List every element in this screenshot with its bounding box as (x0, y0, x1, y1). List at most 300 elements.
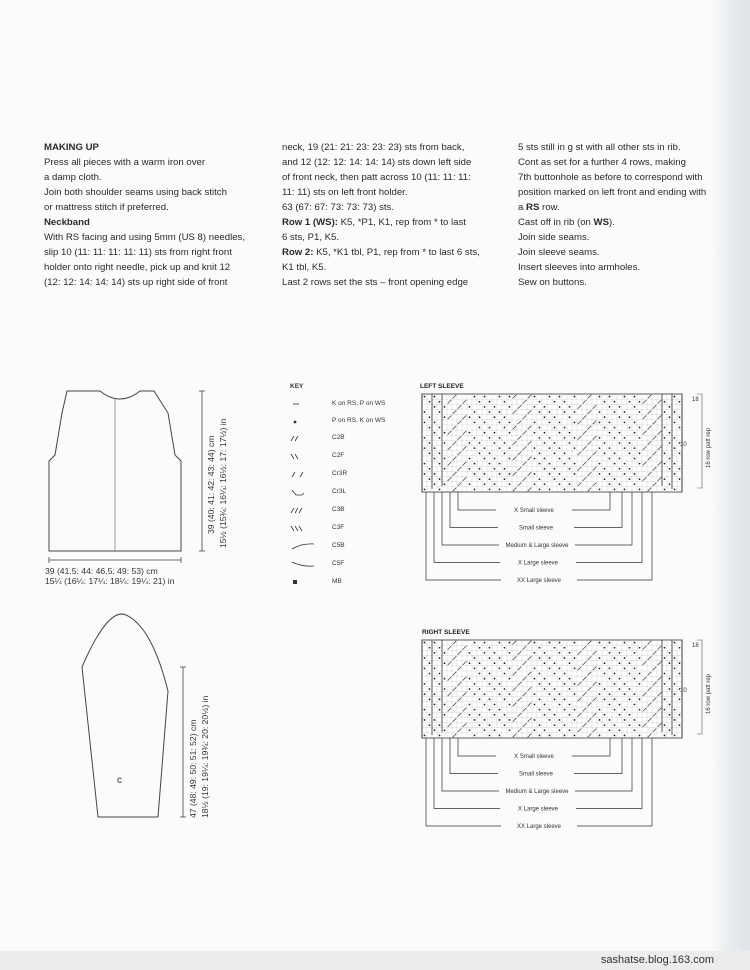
purl-stitch (604, 662, 606, 664)
key-label: C2B (332, 434, 345, 441)
key-label: C5F (332, 560, 345, 567)
purl-stitch (604, 688, 606, 690)
purl-stitch (424, 421, 426, 423)
purl-stitch (679, 452, 681, 454)
purl-stitch (629, 452, 631, 454)
purl-stitch (629, 724, 631, 726)
purl-stitch (604, 401, 606, 403)
text-line: Last 2 rows set the sts – front opening edge (282, 277, 469, 288)
purl-stitch (639, 673, 641, 675)
purl-stitch (439, 411, 441, 413)
purl-stitch (564, 478, 566, 480)
purl-stitch (549, 719, 551, 721)
purl-stitch (574, 735, 576, 737)
purl-stitch (494, 652, 496, 654)
purl-stitch (614, 489, 616, 491)
text-line: and 12 (12: 12: 14: 14: 14) sts down left side (282, 157, 472, 168)
key-item (290, 416, 410, 430)
purl-stitch (444, 729, 446, 731)
purl-stitch (474, 463, 476, 465)
purl-stitch (479, 662, 481, 664)
purl-stitch (624, 396, 626, 398)
purl-stitch (599, 411, 601, 413)
finishing-column (518, 140, 730, 290)
making-up-heading: MAKING UP (44, 142, 99, 153)
text-line: K1 tbl, K5. (282, 262, 327, 273)
purl-stitch (569, 458, 571, 460)
purl-stitch (569, 652, 571, 654)
text-line: neck, 19 (21: 21: 23: 23: 23) sts from back, (282, 142, 465, 153)
purl-stitch (509, 432, 511, 434)
chart-row-10: 10 (680, 688, 687, 694)
purl-stitch (639, 683, 641, 685)
purl-stitch (439, 489, 441, 491)
rep-label: 16 row patt rep (706, 673, 712, 714)
rs-row-line (518, 200, 730, 215)
purl-stitch (484, 473, 486, 475)
purl-stitch (424, 709, 426, 711)
purl-stitch (479, 427, 481, 429)
purl-stitch (564, 683, 566, 685)
purl-stitch (474, 683, 476, 685)
purl-stitch (564, 401, 566, 403)
purl-stitch (489, 657, 491, 659)
purl-stitch (444, 442, 446, 444)
purl-stitch (534, 458, 536, 460)
purl-stitch (574, 473, 576, 475)
purl-stitch (439, 735, 441, 737)
purl-stitch (434, 693, 436, 695)
purl-stitch (479, 478, 481, 480)
cr3l-symbol-icon (290, 487, 320, 497)
key-item (290, 559, 410, 573)
purl-stitch (564, 709, 566, 711)
purl-stitch (474, 667, 476, 669)
purl-stitch (679, 673, 681, 675)
purl-stitch (549, 421, 551, 423)
purl-stitch (484, 432, 486, 434)
purl-stitch (434, 719, 436, 721)
purl-stitch (609, 693, 611, 695)
purl-stitch (424, 411, 426, 413)
purl-stitch (634, 473, 636, 475)
purl-stitch (559, 432, 561, 434)
purl-stitch (679, 647, 681, 649)
purl-stitch (674, 667, 676, 669)
purl-stitch (599, 447, 601, 449)
c5f-symbol-icon (290, 559, 320, 569)
body-length-cm: 39 (40: 41: 42: 43: 44) cm (206, 435, 216, 534)
purl-stitch (629, 647, 631, 649)
purl-stitch (434, 458, 436, 460)
purl-stitch (479, 647, 481, 649)
purl-stitch (669, 442, 671, 444)
left-sleeve-title: LEFT SLEEVE (420, 383, 464, 390)
purl-stitch (539, 452, 541, 454)
purl-stitch (544, 729, 546, 731)
purl-stitch (444, 678, 446, 680)
text-line: 6 sts, P1, K5. (282, 232, 340, 243)
purl-stitch (544, 704, 546, 706)
purl-stitch (559, 421, 561, 423)
purl-stitch (574, 447, 576, 449)
purl-stitch (479, 468, 481, 470)
neckband-column (282, 140, 510, 290)
purl-stitch (564, 427, 566, 429)
purl-stitch (539, 427, 541, 429)
purl-stitch (574, 396, 576, 398)
purl-stitch (494, 483, 496, 485)
purl-stitch (424, 473, 426, 475)
purl-stitch (609, 432, 611, 434)
c2f-symbol-icon (290, 451, 320, 461)
purl-stitch (574, 437, 576, 439)
purl-stitch (674, 447, 676, 449)
purl-stitch (434, 396, 436, 398)
purl-stitch (544, 406, 546, 408)
purl-stitch (439, 657, 441, 659)
purl-stitch (614, 411, 616, 413)
purl-stitch (469, 704, 471, 706)
purl-stitch (429, 468, 431, 470)
purl-stitch (619, 704, 621, 706)
purl-stitch (569, 483, 571, 485)
purl-stitch (544, 483, 546, 485)
purl-stitch (554, 714, 556, 716)
key-label: P on RS, K on WS (332, 417, 386, 424)
purl-stitch (539, 673, 541, 675)
purl-stitch (599, 421, 601, 423)
purl-stitch (614, 698, 616, 700)
purl-stitch (534, 729, 536, 731)
purl-stitch (504, 401, 506, 403)
size-label: Medium & Large sleeve (505, 789, 569, 795)
purl-stitch (619, 714, 621, 716)
purl-stitch (444, 688, 446, 690)
text-line: a damp cloth. (44, 172, 102, 183)
purl-stitch (554, 724, 556, 726)
purl-stitch (574, 657, 576, 659)
purl-stitch (574, 411, 576, 413)
purl-stitch (499, 642, 501, 644)
purl-stitch (599, 735, 601, 737)
purl-stitch (424, 719, 426, 721)
purl-stitch (559, 652, 561, 654)
purl-stitch (574, 693, 576, 695)
purl-stitch (484, 458, 486, 460)
text-line: 5 sts still in g st with all other sts in rib. (518, 142, 681, 153)
purl-stitch (639, 463, 641, 465)
purl-stitch (624, 735, 626, 737)
purl-stitch (639, 411, 641, 413)
purl-stitch (429, 698, 431, 700)
purl-stitch (634, 693, 636, 695)
purl-stitch (614, 401, 616, 403)
key-label: Cr3L (332, 488, 347, 495)
purl-stitch (604, 714, 606, 716)
purl-stitch (544, 432, 546, 434)
text-line: 11: 11) sts on left front holder. (282, 187, 408, 198)
purl-stitch (549, 642, 551, 644)
key-item (290, 399, 410, 413)
purl-stitch (609, 447, 611, 449)
purl-stitch (609, 667, 611, 669)
purl-stitch (569, 416, 571, 418)
purl-stitch (629, 698, 631, 700)
text-line: 63 (67: 67: 73: 73: 73) sts. (282, 202, 394, 213)
purl-stitch (559, 396, 561, 398)
purl-stitch (444, 714, 446, 716)
purl-stitch (549, 396, 551, 398)
purl-stitch (499, 396, 501, 398)
text-line: Insert sleeves into armholes. (518, 262, 641, 273)
purl-stitch (534, 483, 536, 485)
purl-stitch (469, 468, 471, 470)
purl-stitch (484, 729, 486, 731)
purl-stitch (664, 489, 666, 491)
purl-stitch (544, 468, 546, 470)
key-item (290, 487, 410, 501)
purl-stitch (619, 729, 621, 731)
purl-stitch (599, 396, 601, 398)
purl-stitch (439, 427, 441, 429)
purl-stitch (504, 478, 506, 480)
purl-stitch (504, 452, 506, 454)
purl-stitch (619, 442, 621, 444)
purl-stitch (669, 678, 671, 680)
purl-stitch (574, 489, 576, 491)
purl-stitch (559, 719, 561, 721)
purl-stitch (469, 416, 471, 418)
purl-stitch (554, 478, 556, 480)
purl-stitch (619, 483, 621, 485)
sleeve-length-cm: 47 (48: 49: 50: 51: 52) cm (188, 719, 198, 818)
purl-stitch (634, 483, 636, 485)
purl-stitch (504, 688, 506, 690)
key-label: C2F (332, 452, 345, 459)
purl-stitch (674, 489, 676, 491)
purl-stitch (469, 678, 471, 680)
purl-stitch (599, 667, 601, 669)
purl-stitch (504, 724, 506, 726)
purl-stitch (499, 447, 501, 449)
purl-stitch (629, 468, 631, 470)
row1-line (282, 215, 510, 230)
purl-stitch (554, 662, 556, 664)
purl-stitch (479, 724, 481, 726)
purl-stitch (639, 427, 641, 429)
key-label: K on RS, P on WS (332, 400, 386, 407)
purl-stitch (564, 489, 566, 491)
purl-stitch (639, 489, 641, 491)
purl-stitch (639, 478, 641, 480)
purl-stitch (634, 652, 636, 654)
purl-stitch (674, 421, 676, 423)
c3f-symbol-icon (290, 523, 320, 533)
purl-stitch (469, 406, 471, 408)
purl-stitch (434, 642, 436, 644)
cr3r-symbol-icon (290, 469, 320, 479)
purl-stitch (424, 396, 426, 398)
purl-stitch (509, 678, 511, 680)
text-line: or mattress stitch if preferred. (44, 202, 169, 213)
rep-label: 16 row patt rep (706, 427, 712, 468)
purl-stitch (444, 662, 446, 664)
purl-stitch (614, 437, 616, 439)
purl-stitch (484, 447, 486, 449)
purl-stitch (634, 704, 636, 706)
purl-stitch (554, 442, 556, 444)
purl-stitch (664, 452, 666, 454)
purl-stitch (624, 709, 626, 711)
purl-stitch (564, 657, 566, 659)
purl-stitch (669, 714, 671, 716)
key-label: C5B (332, 542, 345, 549)
purl-stitch (559, 693, 561, 695)
purl-stitch (499, 463, 501, 465)
purl-stitch (474, 489, 476, 491)
purl-stitch (664, 673, 666, 675)
purl-stitch (554, 401, 556, 403)
purl-stitch (634, 447, 636, 449)
purl-stitch (629, 688, 631, 690)
purl-stitch (499, 489, 501, 491)
purl-stitch (474, 642, 476, 644)
purl-stitch (434, 652, 436, 654)
purl-stitch (489, 478, 491, 480)
purl-stitch (554, 673, 556, 675)
purl-stitch (484, 667, 486, 669)
purl-stitch (569, 714, 571, 716)
purl-stitch (664, 657, 666, 659)
purl-stitch (484, 483, 486, 485)
purl-stitch (604, 647, 606, 649)
purl-stitch (499, 683, 501, 685)
purl-stitch (489, 647, 491, 649)
purl-stitch (534, 693, 536, 695)
purl-stitch (609, 458, 611, 460)
purl-stitch (669, 662, 671, 664)
purl-stitch (429, 416, 431, 418)
purl-stitch (474, 396, 476, 398)
purl-stitch (674, 719, 676, 721)
ws-bold: WS (593, 217, 610, 228)
text-fragment: row. (539, 202, 560, 213)
purl-stitch (504, 427, 506, 429)
c5b-symbol-icon (290, 541, 320, 551)
purl-stitch (619, 416, 621, 418)
key-label: C3F (332, 524, 345, 531)
purl-stitch (494, 432, 496, 434)
purl-stitch (474, 735, 476, 737)
purl-stitch (509, 719, 511, 721)
purl-stitch (429, 452, 431, 454)
purl-stitch (434, 704, 436, 706)
size-label: X Small sleeve (514, 508, 554, 514)
purl-stitch (619, 468, 621, 470)
purl-stitch (434, 667, 436, 669)
purl-stitch (634, 406, 636, 408)
purl-stitch (569, 468, 571, 470)
purl-stitch (534, 719, 536, 721)
purl-stitch (569, 406, 571, 408)
purl-stitch (604, 724, 606, 726)
purl-stitch (489, 411, 491, 413)
purl-stitch (484, 652, 486, 654)
purl-stitch (499, 719, 501, 721)
purl-stitch (599, 642, 601, 644)
purl-stitch (424, 642, 426, 644)
purl-stitch (639, 698, 641, 700)
purl-stitch (494, 406, 496, 408)
purl-stitch (619, 688, 621, 690)
purl-stitch (424, 489, 426, 491)
purl-stitch (549, 463, 551, 465)
purl-stitch (424, 683, 426, 685)
purl-stitch (614, 724, 616, 726)
row2-label: Row 2: (282, 247, 314, 258)
purl-stitch (564, 463, 566, 465)
purl-stitch (534, 678, 536, 680)
purl-stitch (494, 704, 496, 706)
purl-stitch (679, 478, 681, 480)
purl-stitch (639, 735, 641, 737)
purl-stitch (554, 468, 556, 470)
purl-stitch (489, 463, 491, 465)
purl-stitch (639, 657, 641, 659)
purl-stitch (439, 478, 441, 480)
purl-stitch (479, 401, 481, 403)
purl-stitch (489, 724, 491, 726)
purl-stitch (624, 719, 626, 721)
purl-stitch (489, 673, 491, 675)
purl-stitch (679, 416, 681, 418)
purl-stitch (439, 647, 441, 649)
purl-stitch (599, 463, 601, 465)
purl-stitch (674, 437, 676, 439)
purl-stitch (489, 452, 491, 454)
sleeve-schematic (60, 605, 200, 830)
key-title: KEY (290, 383, 304, 390)
purl-stitch (499, 693, 501, 695)
size-label: X Large sleeve (517, 806, 559, 813)
purl-stitch (429, 478, 431, 480)
purl-stitch (564, 452, 566, 454)
purl-stitch (664, 401, 666, 403)
purl-stitch (609, 406, 611, 408)
text-line: Join sleeve seams. (518, 247, 600, 258)
purl-stitch (559, 667, 561, 669)
purl-stitch (619, 652, 621, 654)
purl-stitch (564, 647, 566, 649)
purl-stitch (539, 478, 541, 480)
purl-stitch (629, 673, 631, 675)
purl-stitch (624, 489, 626, 491)
purl-stitch (634, 642, 636, 644)
purl-stitch (554, 647, 556, 649)
purl-stitch (489, 401, 491, 403)
making-up-column (44, 140, 276, 290)
text-line: Sew on buttons. (518, 277, 587, 288)
purl-stitch (484, 704, 486, 706)
text-fragment: ). (609, 217, 615, 228)
purl-stitch (604, 427, 606, 429)
purl-stitch (444, 432, 446, 434)
purl-stitch (539, 683, 541, 685)
purl-stitch (639, 709, 641, 711)
chart-row-10: 10 (680, 442, 687, 448)
purl-stitch (664, 735, 666, 737)
